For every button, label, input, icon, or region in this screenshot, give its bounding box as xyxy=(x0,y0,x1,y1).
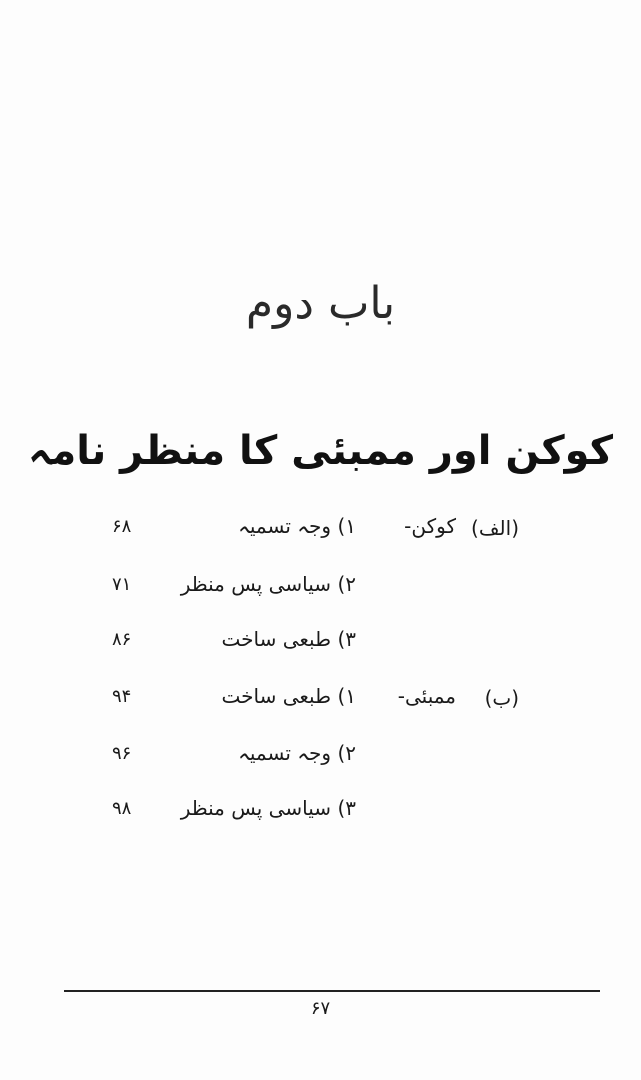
toc-row xyxy=(0,508,641,548)
toc-item-number: ۲) xyxy=(337,572,356,596)
toc-item-number: ۳) xyxy=(337,796,356,820)
toc-item-title: وجہ تسمیہ xyxy=(238,514,331,538)
toc-item-number: ۱) xyxy=(337,684,356,708)
toc-page-number: ۷۱ xyxy=(112,574,132,595)
toc-page-number: ۶۸ xyxy=(112,516,132,537)
toc-row xyxy=(0,735,641,775)
toc-item-title: سیاسی پس منظر xyxy=(180,796,331,820)
page-number: ۶۷ xyxy=(310,998,331,1019)
toc-row xyxy=(0,790,641,830)
toc-item-title: سیاسی پس منظر xyxy=(180,572,331,596)
chapter-title: باب دوم xyxy=(245,278,396,329)
table-of-contents xyxy=(0,508,641,848)
toc-group-label: (ب) xyxy=(484,686,519,710)
toc-item-title: طبعی ساخت xyxy=(221,684,331,708)
toc-row xyxy=(0,621,641,661)
toc-page-number: ۹۴ xyxy=(112,686,132,707)
toc-page-number: ۸۶ xyxy=(112,629,132,650)
toc-item-number: ۳) xyxy=(337,627,356,651)
toc-item-number: ۱) xyxy=(337,514,356,538)
toc-page-number: ۹۶ xyxy=(112,743,132,764)
toc-item-title: طبعی ساخت xyxy=(221,627,331,651)
section-title: کوکن اور ممبئی کا منظر نامہ xyxy=(28,428,613,474)
toc-row xyxy=(0,566,641,606)
toc-group-label: (الف) xyxy=(471,516,519,540)
footer-divider xyxy=(64,990,600,992)
toc-place-label: ممبئی- xyxy=(397,684,456,708)
toc-row xyxy=(0,678,641,718)
toc-place-label: کوکن- xyxy=(404,514,456,538)
toc-item-number: ۲) xyxy=(337,741,356,765)
toc-item-title: وجہ تسمیہ xyxy=(238,741,331,765)
toc-page-number: ۹۸ xyxy=(112,798,132,819)
